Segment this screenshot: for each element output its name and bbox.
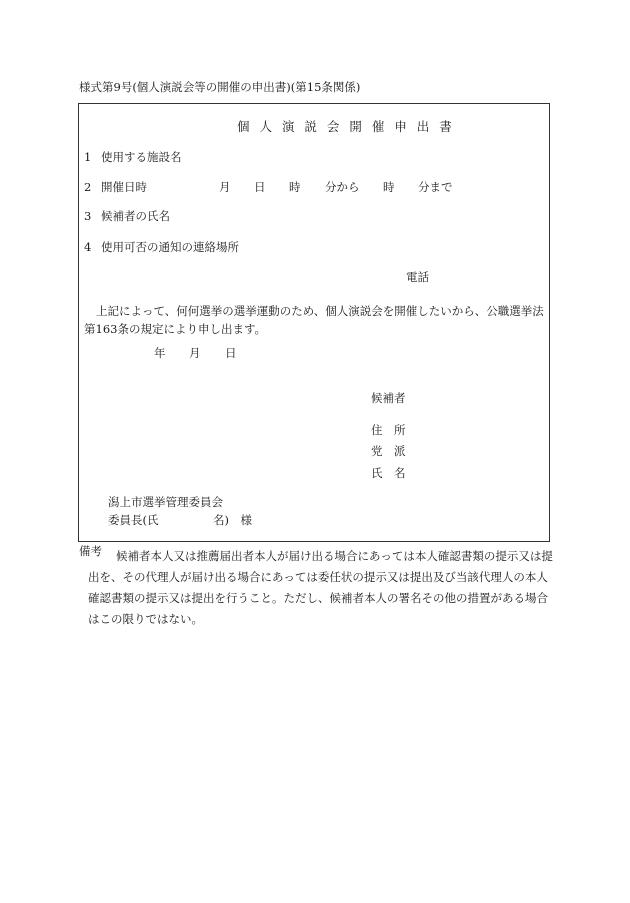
note-text: 候補者本人又は推薦届出者本人が届け出る場合にあっては本人確認書類の提示又は提出を、その代理人が届け出る場合にあっては委任状の提示又は提出及び当該代理人の本人確認書類の提示又は提出を行うこと。ただし、候補者本人の署名その他の措置がある場合はこの限りではない。 xyxy=(88,549,553,626)
party-label: 党 派 xyxy=(371,444,406,458)
datetime-unit-hour-end: 時 xyxy=(383,180,395,194)
form-title: 個 人 演 説 会 開 催 申 出 書 xyxy=(237,119,455,134)
candidate-label: 候補者 xyxy=(371,391,406,405)
datetime-unit-minute-end: 分まで xyxy=(418,180,453,194)
application-statement xyxy=(84,302,546,338)
name-label: 氏 名 xyxy=(371,466,406,480)
item-3-label: 候補者の氏名 xyxy=(101,209,170,223)
date-unit-day: 日 xyxy=(225,346,237,360)
datetime-unit-hour-start: 時 xyxy=(289,180,301,194)
item-2-label: 開催日時 xyxy=(101,180,147,194)
item-4-label: 使用可否の通知の連絡場所 xyxy=(101,240,239,254)
datetime-unit-day: 日 xyxy=(254,180,266,194)
phone-label: 電話 xyxy=(406,270,429,284)
datetime-unit-month: 月 xyxy=(219,180,231,194)
item-1-number: 1 xyxy=(84,150,92,164)
item-1-label: 使用する施設名 xyxy=(101,150,182,164)
addressee-chair-prefix: 委員長(氏 xyxy=(108,513,159,527)
application-statement-text: 上記によって、何何選挙の選挙運動のため、個人演説会を開催したいから、公職選挙法第163条の規定により申し出ます。 xyxy=(84,304,544,336)
note-body xyxy=(88,546,554,630)
item-3-number: 3 xyxy=(84,209,92,223)
datetime-unit-minute-start: 分から xyxy=(325,180,360,194)
addressee-committee: 潟上市選挙管理委員会 xyxy=(108,495,223,509)
date-unit-year: 年 xyxy=(154,346,166,360)
addressee-chair-suffix: 名) 様 xyxy=(213,513,252,527)
item-2-number: 2 xyxy=(84,180,92,194)
form-header-label: 様式第9号(個人演説会等の開催の申出書)(第15条関係) xyxy=(79,80,361,94)
address-label: 住 所 xyxy=(371,423,406,437)
date-unit-month: 月 xyxy=(189,346,201,360)
note-label: 備考 xyxy=(79,544,102,558)
item-4-number: 4 xyxy=(84,240,92,254)
